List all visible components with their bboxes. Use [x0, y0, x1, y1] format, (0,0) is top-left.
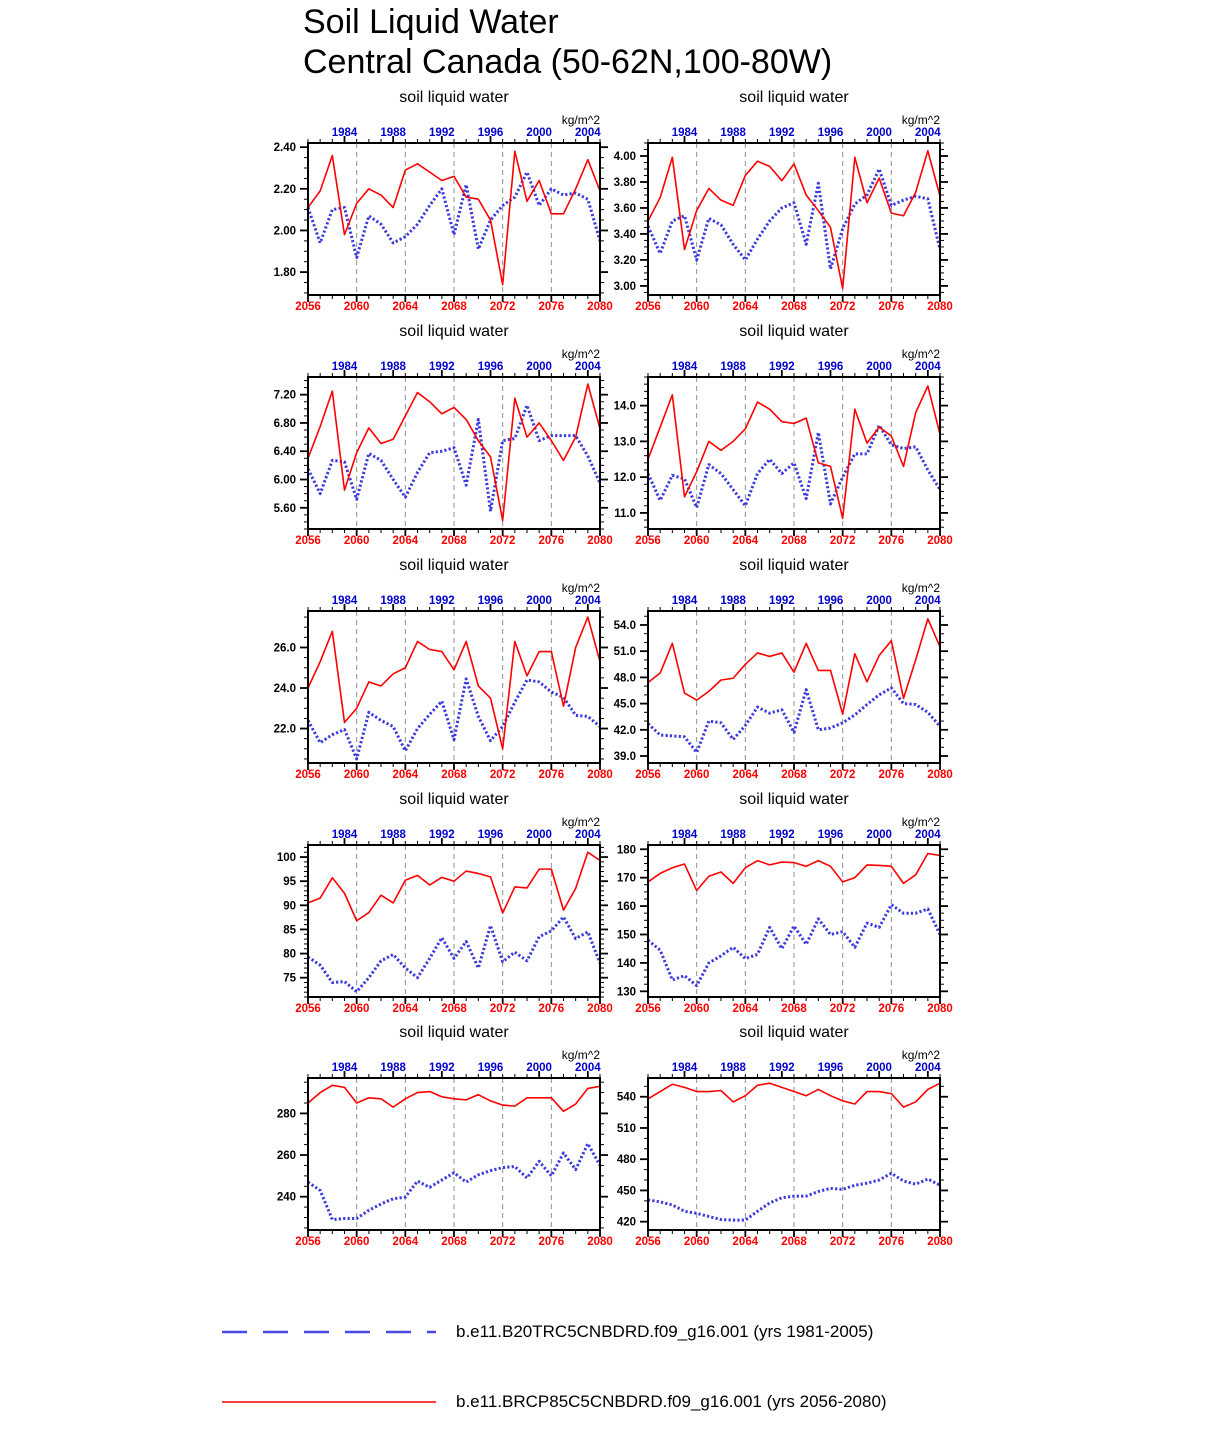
x-bottom-label: 2060	[343, 301, 370, 313]
y-tick-label: 2.20	[273, 183, 296, 196]
x-bottom-label: 2060	[343, 1236, 370, 1248]
x-bottom-label: 2076	[538, 1236, 565, 1248]
x-bottom-label: 2080	[587, 1003, 613, 1015]
x-top-label: 1988	[720, 1062, 746, 1074]
x-top-label: 1992	[429, 595, 455, 607]
x-top-label: 1996	[477, 361, 504, 373]
x-bottom-label: 2072	[489, 769, 516, 781]
y-tick-label: 42.0	[613, 724, 636, 737]
chart-panel-r1c2	[580, 88, 960, 323]
units-label: kg/m^2	[901, 347, 940, 361]
y-tick-label: 48.0	[613, 672, 636, 685]
y-tick-label: 3.20	[613, 254, 636, 267]
chart-panel-r4c1	[240, 790, 620, 1025]
x-bottom-label: 2060	[683, 1236, 710, 1248]
y-tick-label: 160	[616, 901, 636, 914]
x-bottom-label: 2068	[441, 535, 467, 547]
x-top-label: 1988	[380, 127, 406, 139]
units-label: kg/m^2	[561, 113, 600, 127]
x-top-label: 1988	[380, 361, 406, 373]
panel-title: soil liquid water	[399, 557, 509, 574]
units-label: kg/m^2	[901, 1048, 940, 1062]
x-bottom-label: 2080	[587, 769, 613, 781]
figure-title-line1: Soil Liquid Water	[303, 3, 559, 41]
x-bottom-label: 2076	[878, 1003, 905, 1015]
x-bottom-label: 2064	[732, 769, 759, 781]
y-tick-label: 51.0	[613, 646, 636, 659]
x-top-label: 1984	[671, 829, 698, 841]
x-bottom-label: 2080	[587, 1236, 613, 1248]
x-top-label: 1988	[380, 829, 406, 841]
x-bottom-label: 2056	[295, 301, 321, 313]
x-bottom-label: 2064	[392, 1003, 419, 1015]
x-bottom-label: 2076	[878, 769, 905, 781]
x-bottom-label: 2060	[343, 769, 370, 781]
x-bottom-label: 2080	[927, 1236, 953, 1248]
x-bottom-label: 2080	[587, 301, 613, 313]
y-tick-label: 24.0	[273, 683, 296, 696]
x-bottom-label: 2072	[829, 535, 856, 547]
y-tick-label: 240	[276, 1191, 296, 1204]
y-tick-label: 6.00	[273, 474, 296, 487]
x-bottom-label: 2064	[392, 1236, 419, 1248]
x-top-label: 2004	[575, 1062, 601, 1074]
chart-panel-r5c1	[240, 1023, 620, 1258]
x-top-label: 2000	[866, 1062, 892, 1074]
x-bottom-label: 2076	[538, 535, 565, 547]
x-bottom-label: 2056	[295, 1003, 321, 1015]
x-top-label: 2004	[575, 361, 601, 373]
x-top-label: 2000	[526, 829, 552, 841]
x-bottom-label: 2064	[392, 769, 419, 781]
y-tick-label: 480	[616, 1154, 636, 1167]
x-top-label: 1988	[720, 829, 746, 841]
x-bottom-label: 2076	[878, 301, 905, 313]
x-bottom-label: 2064	[392, 535, 419, 547]
x-top-label: 1992	[429, 361, 455, 373]
panel-title: soil liquid water	[739, 557, 849, 574]
y-tick-label: 85	[283, 924, 296, 937]
x-top-label: 2000	[526, 361, 552, 373]
y-tick-label: 170	[616, 872, 636, 885]
x-bottom-label: 2080	[927, 535, 953, 547]
x-top-label: 1992	[769, 829, 795, 841]
x-top-label: 2004	[915, 1062, 941, 1074]
legend-label-b20trc: b.e11.B20TRC5CNBDRD.f09_g16.001 (yrs 1981-2005)	[456, 1322, 874, 1341]
x-bottom-label: 2068	[441, 769, 467, 781]
x-top-label: 1996	[477, 595, 504, 607]
x-top-label: 1988	[720, 361, 746, 373]
units-label: kg/m^2	[561, 581, 600, 595]
x-bottom-label: 2064	[732, 1003, 759, 1015]
panel-title: soil liquid water	[399, 1024, 509, 1041]
x-top-label: 1984	[331, 127, 358, 139]
x-bottom-label: 2076	[878, 1236, 905, 1248]
x-top-label: 2000	[866, 829, 892, 841]
x-top-label: 2000	[526, 1062, 552, 1074]
x-top-label: 1996	[817, 1062, 844, 1074]
panel-title: soil liquid water	[739, 323, 849, 340]
x-bottom-label: 2056	[635, 769, 661, 781]
y-tick-label: 7.20	[273, 389, 296, 402]
x-bottom-label: 2056	[635, 1236, 661, 1248]
x-top-label: 1992	[429, 1062, 455, 1074]
x-bottom-label: 2064	[732, 301, 759, 313]
x-top-label: 2004	[915, 361, 941, 373]
figure-title	[303, 2, 832, 82]
units-label: kg/m^2	[901, 581, 940, 595]
legend-entry-brcp85	[220, 1392, 887, 1412]
x-top-label: 2000	[866, 127, 892, 139]
x-top-label: 1996	[477, 127, 504, 139]
y-tick-label: 3.60	[613, 202, 636, 215]
x-bottom-label: 2080	[927, 301, 953, 313]
units-label: kg/m^2	[901, 113, 940, 127]
x-top-label: 1996	[817, 127, 844, 139]
x-bottom-label: 2076	[878, 535, 905, 547]
legend-entry-b20trc	[220, 1322, 873, 1342]
x-bottom-label: 2056	[635, 535, 661, 547]
x-top-label: 1984	[331, 1062, 358, 1074]
y-tick-label: 2.00	[273, 225, 296, 238]
x-top-label: 1996	[817, 829, 844, 841]
y-tick-label: 450	[616, 1185, 636, 1198]
y-tick-label: 180	[616, 844, 636, 857]
x-top-label: 1984	[331, 829, 358, 841]
x-bottom-label: 2080	[927, 769, 953, 781]
x-bottom-label: 2072	[489, 535, 516, 547]
x-top-label: 2000	[866, 595, 892, 607]
x-bottom-label: 2068	[441, 1003, 467, 1015]
x-top-label: 2000	[526, 595, 552, 607]
x-bottom-label: 2068	[781, 1003, 807, 1015]
x-bottom-label: 2072	[489, 1236, 516, 1248]
y-tick-label: 26.0	[273, 642, 296, 655]
y-tick-label: 1.80	[273, 267, 296, 280]
y-tick-label: 3.00	[613, 280, 636, 293]
x-bottom-label: 2060	[683, 1003, 710, 1015]
series-line-brcp85-red	[648, 1083, 940, 1107]
x-top-label: 1996	[477, 829, 504, 841]
x-top-label: 2000	[866, 361, 892, 373]
chart-panel-r3c1	[240, 556, 620, 791]
y-tick-label: 260	[276, 1150, 296, 1163]
panel-title: soil liquid water	[739, 1024, 849, 1041]
legend-label-brcp85: b.e11.BRCP85C5CNBDRD.f09_g16.001 (yrs 2056-2080)	[456, 1392, 887, 1411]
y-tick-label: 13.0	[613, 436, 636, 449]
x-bottom-label: 2068	[781, 769, 807, 781]
x-top-label: 1992	[769, 127, 795, 139]
x-bottom-label: 2056	[295, 1236, 321, 1248]
y-tick-label: 11.0	[614, 507, 636, 520]
units-label: kg/m^2	[901, 815, 940, 829]
x-bottom-label: 2056	[635, 301, 661, 313]
y-tick-label: 90	[283, 900, 296, 913]
x-top-label: 1984	[671, 361, 698, 373]
x-top-label: 1992	[769, 1062, 795, 1074]
panel-title: soil liquid water	[399, 791, 509, 808]
y-tick-label: 4.00	[613, 150, 636, 163]
x-bottom-label: 2068	[781, 1236, 807, 1248]
y-tick-label: 3.40	[613, 228, 636, 241]
x-top-label: 2004	[915, 829, 941, 841]
x-bottom-label: 2076	[538, 769, 565, 781]
x-top-label: 1996	[817, 595, 844, 607]
x-top-label: 1992	[769, 361, 795, 373]
chart-panel-r2c1	[240, 322, 620, 557]
x-bottom-label: 2076	[538, 301, 565, 313]
y-tick-label: 75	[283, 972, 296, 985]
x-bottom-label: 2072	[829, 1236, 856, 1248]
x-bottom-label: 2064	[392, 301, 419, 313]
x-bottom-label: 2072	[829, 1003, 856, 1015]
x-top-label: 1984	[671, 1062, 698, 1074]
y-tick-label: 3.80	[613, 176, 636, 189]
y-tick-label: 130	[616, 986, 636, 999]
x-bottom-label: 2060	[343, 1003, 370, 1015]
x-bottom-label: 2064	[732, 535, 759, 547]
figure-title-line2: Central Canada (50-62N,100-80W)	[303, 43, 833, 81]
x-bottom-label: 2060	[683, 301, 710, 313]
y-tick-label: 100	[276, 852, 296, 865]
x-bottom-label: 2072	[489, 301, 516, 313]
y-tick-label: 140	[616, 957, 636, 970]
x-top-label: 1984	[671, 127, 698, 139]
x-bottom-label: 2068	[441, 301, 467, 313]
x-bottom-label: 2056	[295, 769, 321, 781]
x-top-label: 1992	[769, 595, 795, 607]
y-tick-label: 45.0	[613, 698, 636, 711]
x-bottom-label: 2080	[927, 1003, 953, 1015]
x-top-label: 1984	[331, 361, 358, 373]
units-label: kg/m^2	[561, 347, 600, 361]
y-tick-label: 80	[283, 948, 296, 961]
units-label: kg/m^2	[561, 815, 600, 829]
x-bottom-label: 2072	[489, 1003, 516, 1015]
y-tick-label: 39.0	[613, 751, 636, 764]
x-top-label: 1996	[817, 361, 844, 373]
legend-line-red-solid	[220, 1397, 438, 1407]
y-tick-label: 12.0	[613, 472, 636, 485]
x-top-label: 1988	[720, 595, 746, 607]
x-bottom-label: 2068	[781, 535, 807, 547]
panel-title: soil liquid water	[399, 89, 509, 106]
legend-line-blue-dashed	[220, 1327, 438, 1337]
x-top-label: 1984	[671, 595, 698, 607]
y-tick-label: 280	[276, 1108, 296, 1121]
x-top-label: 2004	[575, 829, 601, 841]
x-bottom-label: 2056	[635, 1003, 661, 1015]
x-bottom-label: 2060	[343, 535, 370, 547]
y-tick-label: 420	[616, 1216, 636, 1229]
x-bottom-label: 2068	[441, 1236, 467, 1248]
chart-panel-r2c2	[580, 322, 960, 557]
x-bottom-label: 2056	[295, 535, 321, 547]
units-label: kg/m^2	[561, 1048, 600, 1062]
x-top-label: 1988	[720, 127, 746, 139]
y-tick-label: 150	[616, 929, 636, 942]
x-top-label: 2004	[915, 595, 941, 607]
x-bottom-label: 2072	[829, 301, 856, 313]
panel-title: soil liquid water	[739, 89, 849, 106]
y-tick-label: 2.40	[273, 142, 296, 155]
y-tick-label: 54.0	[613, 619, 636, 632]
y-tick-label: 14.0	[613, 400, 636, 413]
x-bottom-label: 2076	[538, 1003, 565, 1015]
x-bottom-label: 2068	[781, 301, 807, 313]
x-bottom-label: 2060	[683, 535, 710, 547]
x-top-label: 1988	[380, 1062, 406, 1074]
x-top-label: 2004	[915, 127, 941, 139]
x-top-label: 2004	[575, 127, 601, 139]
x-bottom-label: 2072	[829, 769, 856, 781]
x-bottom-label: 2080	[587, 535, 613, 547]
y-tick-label: 22.0	[273, 723, 296, 736]
y-tick-label: 6.80	[273, 417, 296, 430]
chart-panel-r3c2	[580, 556, 960, 791]
y-tick-label: 5.60	[273, 502, 296, 515]
y-tick-label: 510	[616, 1122, 636, 1135]
panel-title: soil liquid water	[399, 323, 509, 340]
chart-panel-r5c2	[580, 1023, 960, 1258]
chart-panel-r4c2	[580, 790, 960, 1025]
x-top-label: 1992	[429, 829, 455, 841]
y-tick-label: 6.40	[273, 446, 296, 459]
x-top-label: 1996	[477, 1062, 504, 1074]
x-top-label: 2004	[575, 595, 601, 607]
x-top-label: 1992	[429, 127, 455, 139]
y-tick-label: 95	[283, 876, 296, 889]
chart-panel-r1c1	[240, 88, 620, 323]
x-bottom-label: 2060	[683, 769, 710, 781]
x-top-label: 1984	[331, 595, 358, 607]
x-top-label: 1988	[380, 595, 406, 607]
y-tick-label: 540	[616, 1091, 636, 1104]
x-top-label: 2000	[526, 127, 552, 139]
x-bottom-label: 2064	[732, 1236, 759, 1248]
panel-title: soil liquid water	[739, 791, 849, 808]
